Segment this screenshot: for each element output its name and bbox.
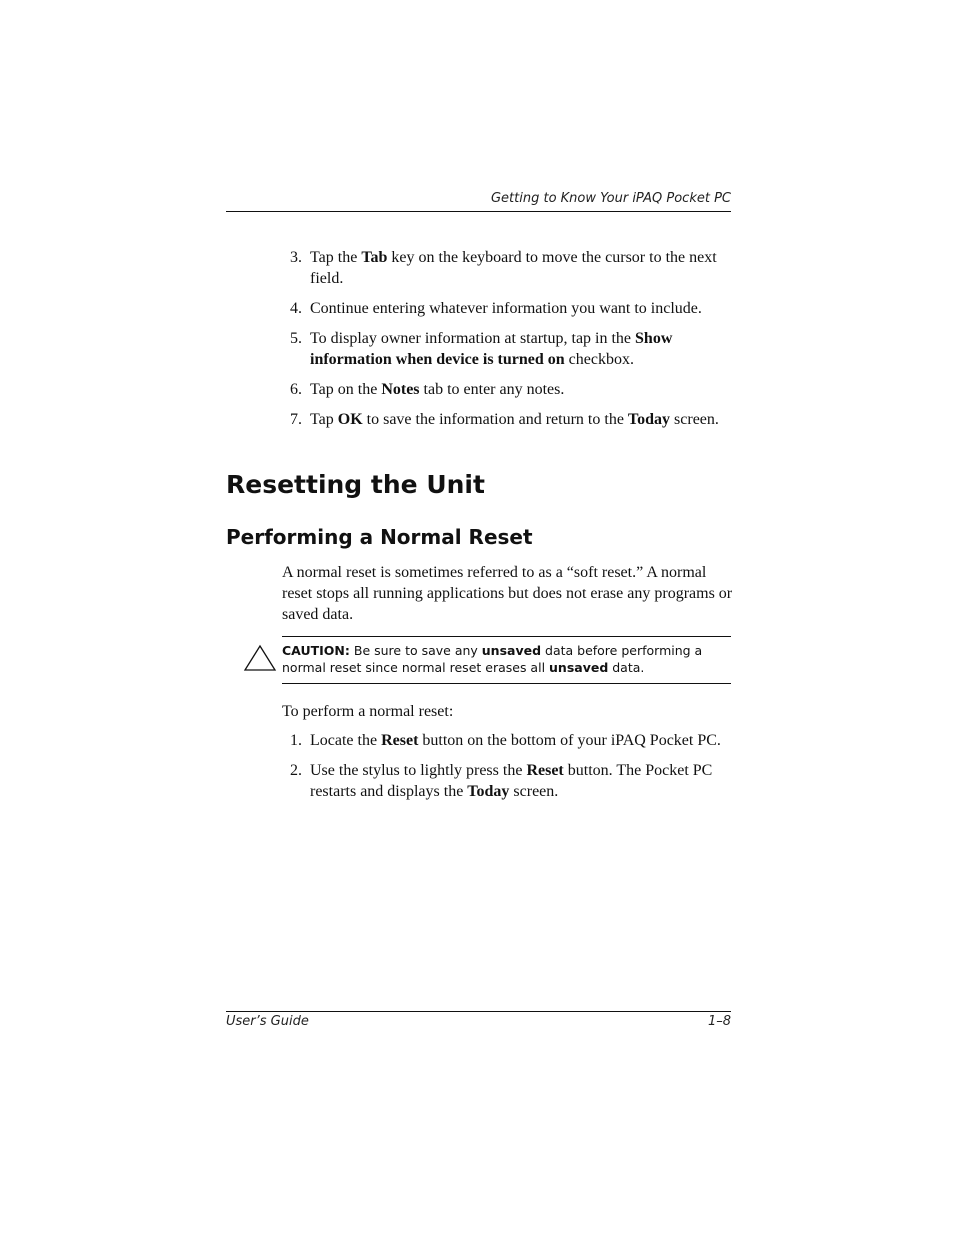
- list-item: [290, 247, 735, 289]
- list-item: [290, 760, 735, 802]
- text-run: button on the bottom of your iPAQ Pocket PC.: [418, 732, 721, 749]
- step-number: 6.: [290, 381, 302, 398]
- step-text: [310, 381, 564, 398]
- bold-run: Today: [467, 783, 510, 800]
- bold-run: Reset: [526, 762, 564, 779]
- footer-rule: [226, 1011, 731, 1012]
- intro-paragraph: A normal reset is sometimes referred to as a “soft reset.” A normal reset stops all running applications but does not erase any programs or saved data.: [282, 564, 733, 623]
- text-run: data.: [608, 660, 645, 675]
- step-text: [310, 762, 712, 800]
- step-text: [310, 732, 721, 749]
- text-run: data before performing a normal reset since normal reset erases all: [282, 643, 703, 675]
- text-run: Be sure to save any: [349, 643, 482, 658]
- running-header: Getting to Know Your iPAQ Pocket PC: [490, 191, 731, 206]
- text-run: Use the stylus to lightly press the: [310, 762, 527, 779]
- text-run: Tap on the: [310, 381, 382, 398]
- text-run: Tap the: [310, 249, 362, 266]
- step-text: [310, 411, 719, 428]
- footer-guide-title: User’s Guide: [226, 1014, 309, 1029]
- caution-text: [282, 642, 731, 676]
- page-number: 1–8: [707, 1014, 731, 1029]
- steps-list-procedure: [290, 730, 735, 811]
- step-number: 2.: [290, 762, 302, 779]
- text-run: Locate the: [310, 732, 382, 749]
- procedure-lead: To perform a normal reset:: [282, 703, 454, 720]
- bold-run: OK: [337, 411, 363, 428]
- caution-bottom-rule: [282, 683, 731, 684]
- list-item: [290, 379, 735, 400]
- bold-run: Tab: [361, 249, 388, 266]
- caution-top-rule: [282, 636, 731, 637]
- text-run: To display owner information at startup, tap in the: [310, 330, 636, 347]
- caution-triangle-icon: [243, 644, 277, 672]
- text-run: screen.: [509, 783, 559, 800]
- bold-run: CAUTION:: [282, 643, 350, 658]
- header-rule: [226, 211, 731, 212]
- step-text: [310, 300, 702, 317]
- text-run: checkbox.: [564, 351, 634, 368]
- bold-run: Show information when device is turned on: [310, 330, 673, 368]
- step-number: 5.: [290, 330, 302, 347]
- bold-run: unsaved: [549, 660, 609, 675]
- text-run: Continue entering whatever information you want to include.: [310, 300, 702, 317]
- text-run: button. The Pocket PC restarts and displays the: [310, 762, 713, 800]
- section-title: Resetting the Unit: [226, 470, 485, 499]
- subsection-title: Performing a Normal Reset: [226, 525, 533, 549]
- bold-run: Today: [627, 411, 671, 428]
- list-item: [290, 328, 735, 370]
- bold-run: Notes: [381, 381, 420, 398]
- text-run: Tap: [310, 411, 338, 428]
- text-run: key on the keyboard to move the cursor to the next field.: [310, 249, 717, 287]
- text-run: to save the information and return to the: [362, 411, 628, 428]
- list-item: [290, 730, 735, 751]
- text-run: screen.: [670, 411, 719, 428]
- step-text: [310, 330, 672, 368]
- step-number: 1.: [290, 732, 302, 749]
- step-number: 4.: [290, 300, 302, 317]
- list-item: [290, 298, 735, 319]
- bold-run: unsaved: [481, 643, 542, 658]
- text-run: tab to enter any notes.: [419, 381, 565, 398]
- steps-list-top: [290, 247, 735, 439]
- step-text: [310, 249, 717, 287]
- list-item: [290, 409, 735, 430]
- step-number: 7.: [290, 411, 302, 428]
- bold-run: Reset: [381, 732, 419, 749]
- step-number: 3.: [290, 249, 302, 266]
